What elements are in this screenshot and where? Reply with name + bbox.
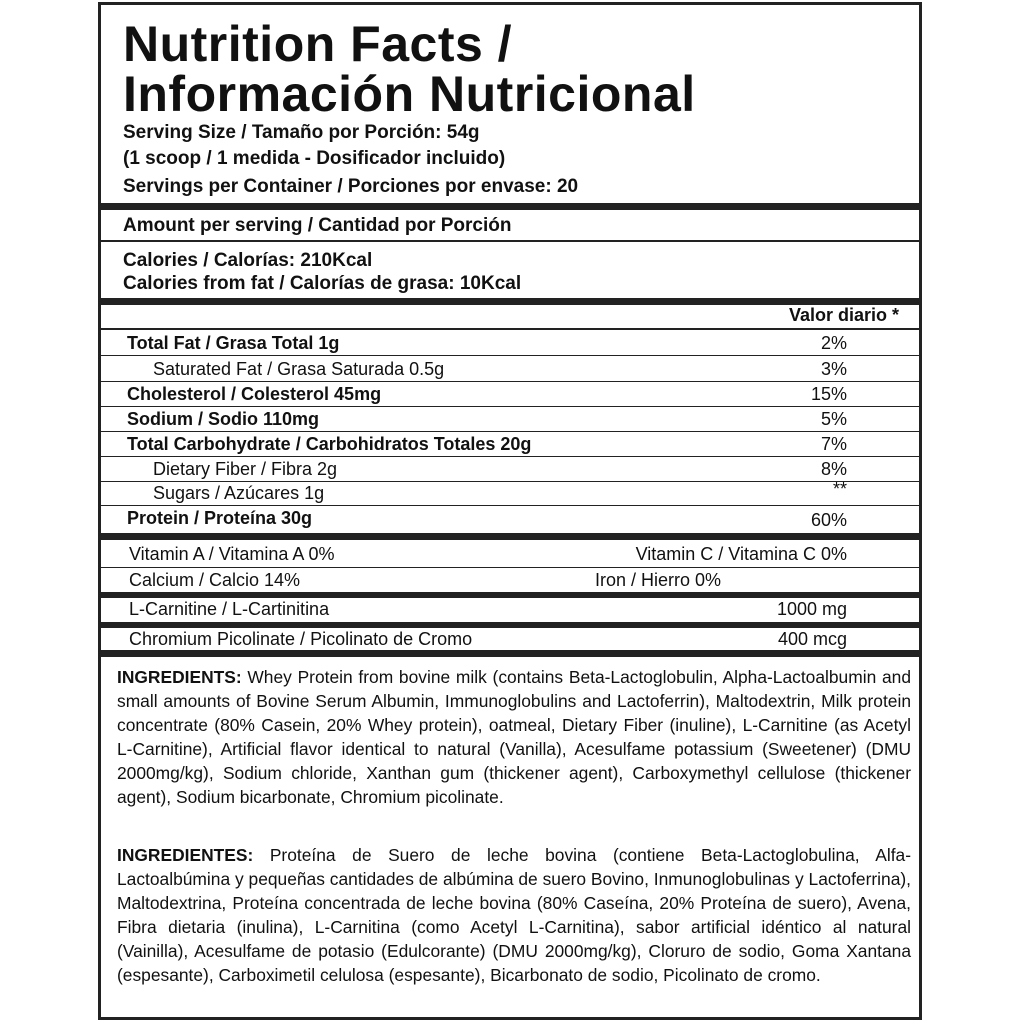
l-carnitine-name: L-Carnitine / L-Cartinitina (129, 599, 330, 619)
nutrient-row (101, 506, 919, 530)
daily-value-header: Valor diario * (788, 305, 899, 325)
iron: Iron / Hierro 0% (595, 570, 722, 590)
vitamin-c: Vitamin C / Vitamina C 0% (635, 544, 847, 564)
ingredients-text: Whey Protein from bovine milk (contains Beta-Lactoglobulin, Alpha-Lactoalbumin and small amounts of Bovine Serum Albumin, Immunoglobulins and Lactoferrin), Maltodextrin, Milk protein concentrate (80% Casein, 20% Whey protein), oatmeal, Dietary Fiber (inuline), L-Carnitine (as Acetyl L-Carnitine), Artificial flavor identical to natural (Vanilla), Acesulfame potassium (Sweetener) (DMU 2000mg/kg), Sodium chloride, Xanthan gum (thickener agent), Carboxymethyl cellulose (thickener agent), Sodium bicarbonate, Chromium picolinate. (117, 667, 911, 807)
nutrient-percent: 5% (820, 409, 847, 429)
nutrient-percent: ** (832, 479, 847, 499)
nutrient-name: Saturated Fat / Grasa Saturada 0.5g (153, 359, 445, 379)
calories-from-fat: Calories from fat / Calorías de grasa: 10Kcal (123, 273, 522, 294)
amount-per-serving: Amount per serving / Cantidad por Porción (123, 215, 512, 236)
nutrient-name: Dietary Fiber / Fibra 2g (153, 459, 338, 479)
title-line-1: Nutrition Facts / (123, 16, 513, 72)
nutrient-name: Protein / Proteína 30g (127, 508, 313, 528)
calories: Calories / Calorías: 210Kcal (123, 250, 373, 271)
thick-divider (101, 298, 919, 305)
nutrient-name: Total Fat / Grasa Total 1g (127, 333, 340, 353)
nutrient-row (101, 331, 919, 355)
nutrient-name: Sodium / Sodio 110mg (127, 409, 320, 429)
title-line-2: Información Nutricional (123, 66, 696, 122)
ingredientes-text: Proteína de Suero de leche bovina (contiene Beta-Lactoglobulina, Alfa-Lactoalbúmina y pequeñas cantidades de albúmina de suero Bovino, Inmunoglobulinas y Lactoferrina), Maltodextrina, Proteína concentrada de leche bovina (80% Caseína, 20% Proteína de suero), Avena, Fibra dietaria (inulina), L-Carnitina (como Acetyl L-Carnitina), sabor artificial idéntico al natural (Vainilla), Acesulfame de potasio (Edulcorante) (DMU 2000mg/kg), Cloruro de sodio, Goma Xantana (espesante), Carboximetil celulosa (espesante), Bicarbonato de sodio, Picolinato de cromo. (117, 845, 911, 985)
serving-size: Serving Size / Tamaño por Porción: 54g (123, 122, 480, 143)
nutrient-row (101, 382, 919, 406)
nutrient-row (101, 357, 919, 381)
divider (101, 240, 919, 242)
nutrient-percent: 3% (820, 359, 847, 379)
divider (101, 355, 919, 356)
ingredients-spanish (117, 843, 911, 987)
ingredients-label: INGREDIENTS: (117, 667, 242, 687)
thick-divider (101, 533, 919, 540)
nutrient-percent: 8% (820, 459, 847, 479)
nutrient-name: Cholesterol / Colesterol 45mg (127, 384, 382, 404)
ingredientes-label: INGREDIENTES: (117, 845, 254, 865)
nutrient-row (101, 432, 919, 456)
nutrient-percent: 2% (820, 333, 847, 353)
thick-divider (101, 203, 919, 210)
nutrient-row (101, 457, 919, 481)
chromium-picolinate-amount: 400 mcg (777, 629, 847, 649)
divider (101, 567, 919, 568)
nutrient-percent: 15% (810, 384, 847, 404)
nutrient-name: Total Carbohydrate / Carbohidratos Totales 20g (127, 434, 532, 454)
nutrition-facts-label (98, 2, 922, 1020)
thick-divider (101, 650, 919, 657)
nutrient-percent: 60% (810, 510, 847, 530)
ingredients-english (117, 665, 911, 809)
nutrient-row (101, 407, 919, 431)
thick-divider (101, 592, 919, 598)
thick-divider (101, 622, 919, 628)
serving-note: (1 scoop / 1 medida - Dosificador incluido) (123, 148, 506, 169)
chromium-picolinate-name: Chromium Picolinate / Picolinato de Cromo (129, 629, 473, 649)
divider (101, 328, 919, 330)
servings-per-container: Servings per Container / Porciones por envase: 20 (123, 176, 579, 197)
nutrient-row (101, 481, 919, 505)
vitamin-a: Vitamin A / Vitamina A 0% (129, 544, 335, 564)
calcium: Calcium / Calcio 14% (129, 570, 301, 590)
nutrient-name: Sugars / Azúcares 1g (153, 483, 325, 503)
l-carnitine-amount: 1000 mg (776, 599, 847, 619)
nutrient-percent: 7% (820, 434, 847, 454)
